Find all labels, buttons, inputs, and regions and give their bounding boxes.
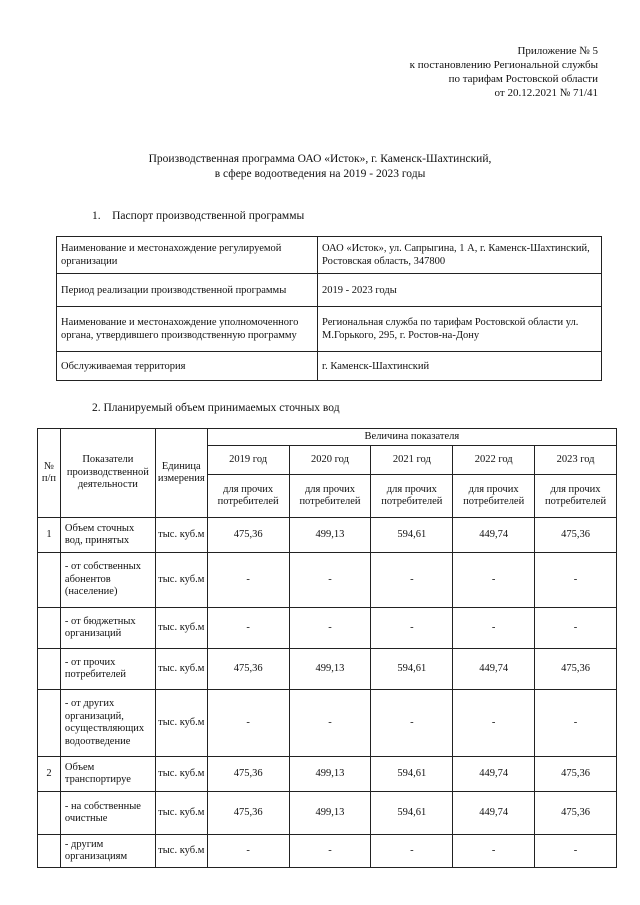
row-value: - (453, 835, 535, 868)
consumer-header: для прочих потребителей (289, 475, 371, 518)
title-line-2: в сфере водоотведения на 2019 - 2023 годы (214, 168, 426, 180)
row-name: - другим организациям (60, 835, 155, 868)
year-header: 2021 год (371, 446, 453, 475)
row-unit: тыс. куб.м (155, 690, 207, 757)
passport-row (57, 307, 602, 352)
header-value-group: Величина показателя (207, 429, 616, 446)
row-value: - (371, 553, 453, 608)
row-num (38, 553, 61, 608)
row-value: 475,36 (535, 518, 617, 553)
volumes-table (37, 428, 617, 868)
row-value: 475,36 (535, 649, 617, 690)
row-value: - (535, 608, 617, 649)
table-header-row (38, 429, 617, 446)
passport-key: Период реализации производственной программы (57, 274, 318, 307)
passport-row (57, 274, 602, 307)
row-name: - на собственные очистные (60, 792, 155, 835)
row-value: 499,13 (289, 518, 371, 553)
row-name: - от других организаций, осуществляющих водоотведение (60, 690, 155, 757)
passport-key: Наименование и местонахождение уполномоченного органа, утвердившего производственную программу (57, 307, 318, 352)
row-value: - (207, 690, 289, 757)
table-row (38, 835, 617, 868)
row-value: 475,36 (207, 518, 289, 553)
passport-key: Обслуживаемая территория (57, 352, 318, 381)
row-value: 475,36 (207, 792, 289, 835)
appendix-line-4: от 20.12.2021 № 71/41 (494, 87, 598, 99)
row-num (38, 608, 61, 649)
passport-value: Региональная служба по тарифам Ростовской области ул. М.Горького, 295, г. Ростов-на-Дону (318, 307, 602, 352)
row-value: 594,61 (371, 757, 453, 792)
row-num (38, 690, 61, 757)
row-name: - от собственных абонентов (население) (60, 553, 155, 608)
row-unit: тыс. куб.м (155, 553, 207, 608)
row-value: 594,61 (371, 518, 453, 553)
table-row (38, 757, 617, 792)
row-value: - (289, 690, 371, 757)
row-value: 475,36 (207, 649, 289, 690)
row-name: Объем сточных вод, принятых (60, 518, 155, 553)
row-value: - (535, 835, 617, 868)
row-value: 449,74 (453, 649, 535, 690)
row-value: 499,13 (289, 792, 371, 835)
row-unit: тыс. куб.м (155, 649, 207, 690)
row-value: - (535, 553, 617, 608)
row-unit: тыс. куб.м (155, 835, 207, 868)
passport-row (57, 352, 602, 381)
passport-value: ОАО «Исток», ул. Сапрыгина, 1 А, г. Каменск-Шахтинский, Ростовская область, 347800 (318, 237, 602, 274)
year-header: 2020 год (289, 446, 371, 475)
table-row (38, 792, 617, 835)
header-indicator: Показатели производственной деятельности (60, 429, 155, 518)
table-row (38, 553, 617, 608)
table-row (38, 690, 617, 757)
appendix-line-2: к постановлению Региональной службы (409, 59, 598, 71)
row-num (38, 792, 61, 835)
row-unit: тыс. куб.м (155, 792, 207, 835)
row-name: - от прочих потребителей (60, 649, 155, 690)
year-header: 2023 год (535, 446, 617, 475)
passport-value: г. Каменск-Шахтинский (318, 352, 602, 381)
row-value: 449,74 (453, 518, 535, 553)
table-row (38, 518, 617, 553)
row-value: - (207, 553, 289, 608)
appendix-line-1: Приложение № 5 (517, 45, 598, 57)
consumer-header: для прочих потребителей (453, 475, 535, 518)
row-value: 499,13 (289, 649, 371, 690)
consumer-header: для прочих потребителей (207, 475, 289, 518)
row-num: 2 (38, 757, 61, 792)
row-value: - (289, 835, 371, 868)
consumer-header: для прочих потребителей (535, 475, 617, 518)
row-num: 1 (38, 518, 61, 553)
row-value: 475,36 (535, 757, 617, 792)
row-value: 594,61 (371, 649, 453, 690)
section-1-heading: 1. Паспорт производственной программы (92, 210, 305, 222)
row-value: - (535, 690, 617, 757)
row-unit: тыс. куб.м (155, 518, 207, 553)
consumer-header: для прочих потребителей (371, 475, 453, 518)
passport-key: Наименование и местонахождение регулируемой организации (57, 237, 318, 274)
row-value: 594,61 (371, 792, 453, 835)
passport-value: 2019 - 2023 годы (318, 274, 602, 307)
appendix-block (338, 44, 598, 100)
row-unit: тыс. куб.м (155, 757, 207, 792)
row-num (38, 835, 61, 868)
document-title (0, 152, 640, 182)
row-value: - (207, 608, 289, 649)
year-header: 2022 год (453, 446, 535, 475)
title-line-1: Производственная программа ОАО «Исток», г. Каменск-Шахтинский, (148, 153, 492, 165)
header-unit: Единица измерения (155, 429, 207, 518)
header-num: № п/п (38, 429, 61, 518)
row-name: - от бюджетных организаций (60, 608, 155, 649)
row-value: - (371, 608, 453, 649)
row-value: 475,36 (207, 757, 289, 792)
appendix-line-3: по тарифам Ростовской области (448, 73, 598, 85)
row-value: 475,36 (535, 792, 617, 835)
row-value: - (453, 608, 535, 649)
table-row (38, 649, 617, 690)
row-unit: тыс. куб.м (155, 608, 207, 649)
table-row (38, 608, 617, 649)
passport-row (57, 237, 602, 274)
row-value: - (371, 690, 453, 757)
year-header: 2019 год (207, 446, 289, 475)
row-value: - (371, 835, 453, 868)
row-name: Объем транспортируе (60, 757, 155, 792)
row-value: 499,13 (289, 757, 371, 792)
passport-table (56, 236, 602, 381)
row-value: - (289, 608, 371, 649)
row-num (38, 649, 61, 690)
row-value: 449,74 (453, 757, 535, 792)
row-value: - (453, 690, 535, 757)
row-value: - (207, 835, 289, 868)
row-value: - (453, 553, 535, 608)
row-value: 449,74 (453, 792, 535, 835)
row-value: - (289, 553, 371, 608)
section-2-heading: 2. Планируемый объем принимаемых сточных вод (92, 402, 340, 414)
